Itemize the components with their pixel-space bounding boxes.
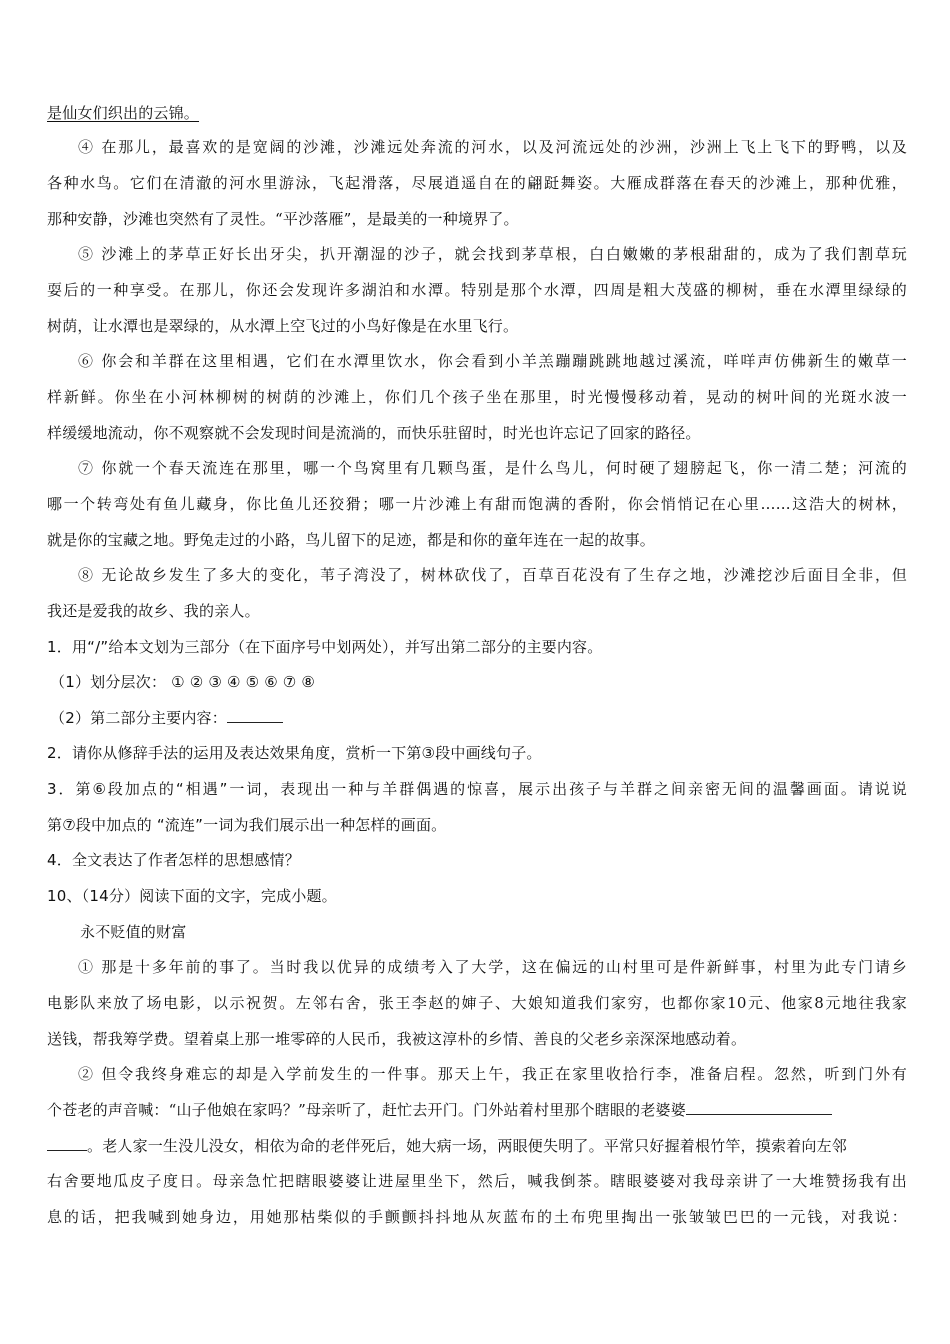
text-line: 样缓缓地流动，你不观察就不会发现时间是流淌的，而快乐驻留时，时光也许忘记了回家的路径。 [47, 424, 701, 442]
paragraph-6-line: ⑥ 你会和羊群在这里相遇，它们在水潭里饮水，你会看到小羊羔蹦蹦跳跳地越过溪流，咩咩声仿佛新生的嫩草一 [78, 352, 907, 370]
text-line: 是仙女们织出的云锦。 [47, 104, 200, 122]
answer-blank[interactable] [686, 1100, 832, 1115]
text-line: 电影队来放了场电影，以示祝贺。左邻右舍，张王李赵的婶子、大娘知道我们家穷，也都你家10元、他家8元地往我家 [47, 994, 907, 1012]
paragraph-5-line: ⑤ 沙滩上的茅草正好长出牙尖，扒开潮湿的沙子，就会找到茅草根，白白嫩嫩的茅根甜甜的，成为了我们割草玩 [78, 245, 907, 263]
text-line [47, 1099, 907, 1120]
article-paragraph-2-line: ② 但令我终身难忘的却是入学前发生的一件事。那天上午，我正在家里收拾行李，准备启程。忽然，听到门外有 [78, 1065, 907, 1083]
text-line [47, 1135, 907, 1156]
paragraph-7-line: ⑦ 你就一个春天流连在那里，哪一个鸟窝里有几颗鸟蛋，是什么鸟儿，何时硬了翅膀起飞，你一清二楚；河流的 [78, 459, 907, 477]
paragraph-8-line: ⑧ 无论故乡发生了多大的变化，苇子湾没了，树林砍伐了，百草百花没有了生存之地，沙滩挖沙后面目全非，但 [78, 566, 907, 584]
question-1-part-2-label: （2）第二部分主要内容： [50, 709, 227, 727]
text-line: 我还是爱我的故乡、我的亲人。 [47, 602, 260, 620]
answer-blank[interactable] [227, 708, 283, 723]
text-line: 各种水鸟。它们在清澈的河水里游泳，飞起滑落，尽展逍遥自在的翩跹舞姿。大雁成群落在春天的沙滩上，那种优雅， [47, 174, 907, 192]
article-paragraph-1-line: ① 那是十多年前的事了。当时我以优异的成绩考入了大学，这在偏远的山村里可是件新鲜事，村里为此专门请乡 [78, 958, 907, 976]
text-line: 哪一个转弯处有鱼儿藏身，你比鱼儿还狡猾；哪一片沙滩上有甜而饱满的香附，你会悄悄记在心里……这浩大的树林， [47, 495, 907, 513]
question-1-part-1: （1）划分层次： ① ② ③ ④ ⑤ ⑥ ⑦ ⑧ [50, 673, 316, 691]
text-line: 息的话，把我喊到她身边，用她那枯柴似的手颤颤抖抖地从灰蓝布的土布兜里掏出一张皱皱巴巴的一元钱，对我说： [47, 1208, 907, 1226]
section-10-heading: 10、（14分）阅读下面的文字，完成小题。 [47, 887, 337, 905]
text-line: 那种安静，沙滩也突然有了灵性。“平沙落雁”，是最美的一种境界了。 [47, 210, 519, 228]
question-3-line: 第⑦段中加点的 “流连”一词为我们展示出一种怎样的画面。 [47, 816, 447, 834]
text-line-content: 。老人家一生没儿没女，相依为命的老伴死后，她大病一场，两眼便失明了。平常只好握着根竹竿，摸索着向左邻 [87, 1137, 848, 1155]
question-2: 2．请你从修辞手法的运用及表达效果角度，赏析一下第③段中画线句子。 [47, 744, 542, 762]
text-line: 树荫，让水潭也是翠绿的，从水潭上空飞过的小鸟好像是在水里飞行。 [47, 317, 519, 335]
answer-blank[interactable] [47, 1136, 87, 1151]
text-line: 样新鲜。你坐在小河林柳树的树荫的沙滩上，你们几个孩子坐在那里，时光慢慢移动着，晃动的树叶间的光斑水波一 [47, 388, 907, 406]
text-line: 耍后的一种享受。在那儿，你还会发现许多湖泊和水潭。特别是那个水潭，四周是粗大茂盛的柳树，垂在水潭里绿绿的 [47, 281, 907, 299]
paragraph-4-line: ④ 在那儿，最喜欢的是宽阔的沙滩，沙滩远处奔流的河水，以及河流远处的沙洲，沙洲上飞上飞下的野鸭，以及 [78, 138, 907, 156]
question-4: 4．全文表达了作者怎样的思想感情？ [47, 851, 300, 869]
text-line: 右舍要地瓜皮子度日。母亲急忙把瞎眼婆婆让进屋里坐下，然后，喊我倒茶。瞎眼婆婆对我母亲讲了一大堆赞扬我有出 [47, 1172, 907, 1190]
article-title: 永不贬值的财富 [80, 923, 187, 941]
question-1: 1．用“/”给本文划为三部分（在下面序号中划两处），并写出第二部分的主要内容。 [47, 638, 603, 656]
text-line-content: 个苍老的声音喊：“山子他娘在家吗？”母亲听了，赶忙去开门。门外站着村里那个瞎眼的老婆婆 [47, 1101, 686, 1119]
text-line: 就是你的宝藏之地。野兔走过的小路，鸟儿留下的足迹，都是和你的童年连在一起的故事。 [47, 531, 656, 549]
text-line: 送钱，帮我筹学费。望着桌上那一堆零碎的人民币，我被这淳朴的乡情、善良的父老乡亲深深地感动着。 [47, 1030, 747, 1048]
question-1-part-2 [50, 707, 910, 728]
question-3-line: 3．第⑥段加点的“相遇”一词，表现出一种与羊群偶遇的惊喜，展示出孩子与羊群之间亲密无间的温馨画面。请说说 [47, 780, 907, 798]
